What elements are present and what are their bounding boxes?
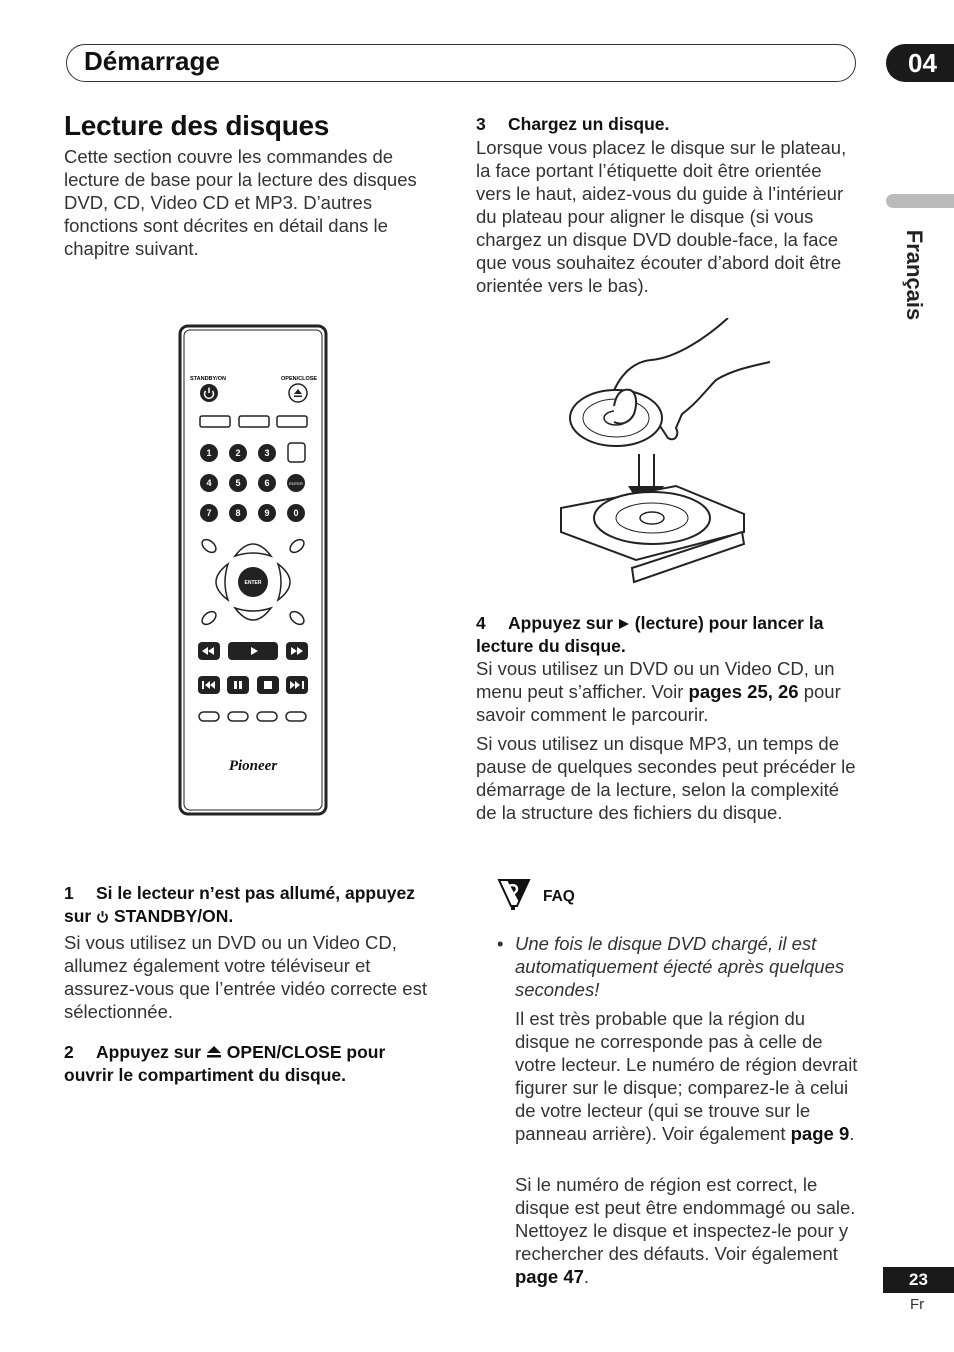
faq-answer-2: Si le numéro de région est correct, le disque est peut être endommagé ou sale. Nettoyez le disque et inspectez-le pour y rechercher des défauts. Voir également page 47.: [515, 1174, 856, 1287]
number-button-1: 1: [206, 448, 212, 458]
step-4-heading: 4 Appuyez sur (lecture) pour lancer la lecture du disque.: [476, 613, 824, 656]
section-title: Lecture des disques: [64, 110, 330, 141]
number-button-3: 3: [264, 448, 270, 458]
number-button-9: 9: [264, 508, 270, 518]
page-language-code: Fr: [910, 1296, 925, 1313]
language-label: Français: [902, 229, 927, 321]
open-close-label: OPEN/CLOSE: [281, 376, 318, 382]
play-icon: [618, 618, 630, 630]
remote-control-illustration: [178, 324, 328, 816]
disc-loading-illustration: [556, 318, 776, 588]
language-tab-marker: [886, 194, 954, 208]
power-icon: [200, 384, 218, 402]
number-button-2: 2: [235, 448, 241, 458]
step-3-heading: 3 Chargez un disque.: [476, 114, 670, 134]
brand-logo: Pioneer: [228, 758, 278, 774]
section-intro: Cette section couvre les commandes de lecture de base pour la lecture des disques DVD, CD, Video CD et MP3. D’autres fonctions sont décrites en détail dans le chapitre suivant.: [64, 146, 417, 259]
step-4-body-mp3: Si vous utilisez un disque MP3, un temps de pause de quelques secondes peut précéder le démarrage de la lecture, selon la complexité de la structure des fichiers du disque.: [476, 733, 856, 823]
step-1-body: Si vous utilisez un DVD ou un Video CD, allumez également votre téléviseur et assurez-vous que l’entrée vidéo correcte est sélectionnée.: [64, 932, 427, 1022]
faq-question: Une fois le disque DVD chargé, il est automatiquement éjecté après quelques secondes!: [515, 933, 845, 1000]
faq-question-icon: [497, 876, 531, 912]
page-number: 23: [883, 1267, 954, 1293]
number-button-8: 8: [235, 508, 241, 518]
number-button-0: 0: [293, 508, 299, 518]
step-2-heading: 2 Appuyez sur OPEN/CLOSE pour ouvrir le compartiment du disque.: [64, 1042, 386, 1085]
faq-answer-1: Il est très probable que la région du disque ne corresponde pas à celle de votre lecteur. Le numéro de région devrait figurer sur le disque; comparez-le à celui de votre lecteur (qui se trouve sur le panneau arrière). Voir également page 9.: [515, 1008, 858, 1144]
standby-icon: [96, 910, 109, 923]
enter-button-label: ENTER: [244, 580, 262, 586]
step-3-body: Lorsque vous placez le disque sur le plateau, la face portant l’étiquette doit être orientée vers le haut, aidez-vous du guide à l’intérieur du plateau pour aligner le disque (si vous chargez un disque DVD double-face, la face que vous souhaitez écouter d’abord doit être orientée vers le bas).: [476, 137, 847, 296]
eject-icon: [289, 384, 307, 402]
step-4-body: Si vous utilisez un DVD ou un Video CD, un menu peut s’afficher. Voir pages 25, 26 pour savoir comment le parcourir.: [476, 658, 841, 725]
number-button-5: 5: [235, 478, 241, 488]
faq-label: FAQ: [543, 888, 575, 905]
number-button-4: 4: [206, 478, 212, 488]
chapter-title: Démarrage: [84, 46, 220, 76]
enter-small-label: ENTER: [289, 481, 303, 486]
number-button-7: 7: [206, 508, 212, 518]
eject-icon: [206, 1045, 222, 1059]
number-button-6: 6: [264, 478, 270, 488]
faq-bullet: •: [497, 933, 504, 954]
step-1-heading: 1 Si le lecteur n’est pas allumé, appuyez sur STANDBY/ON.: [64, 883, 416, 926]
standby-label: STANDBY/ON: [190, 376, 226, 382]
chapter-number: 04: [886, 44, 954, 82]
